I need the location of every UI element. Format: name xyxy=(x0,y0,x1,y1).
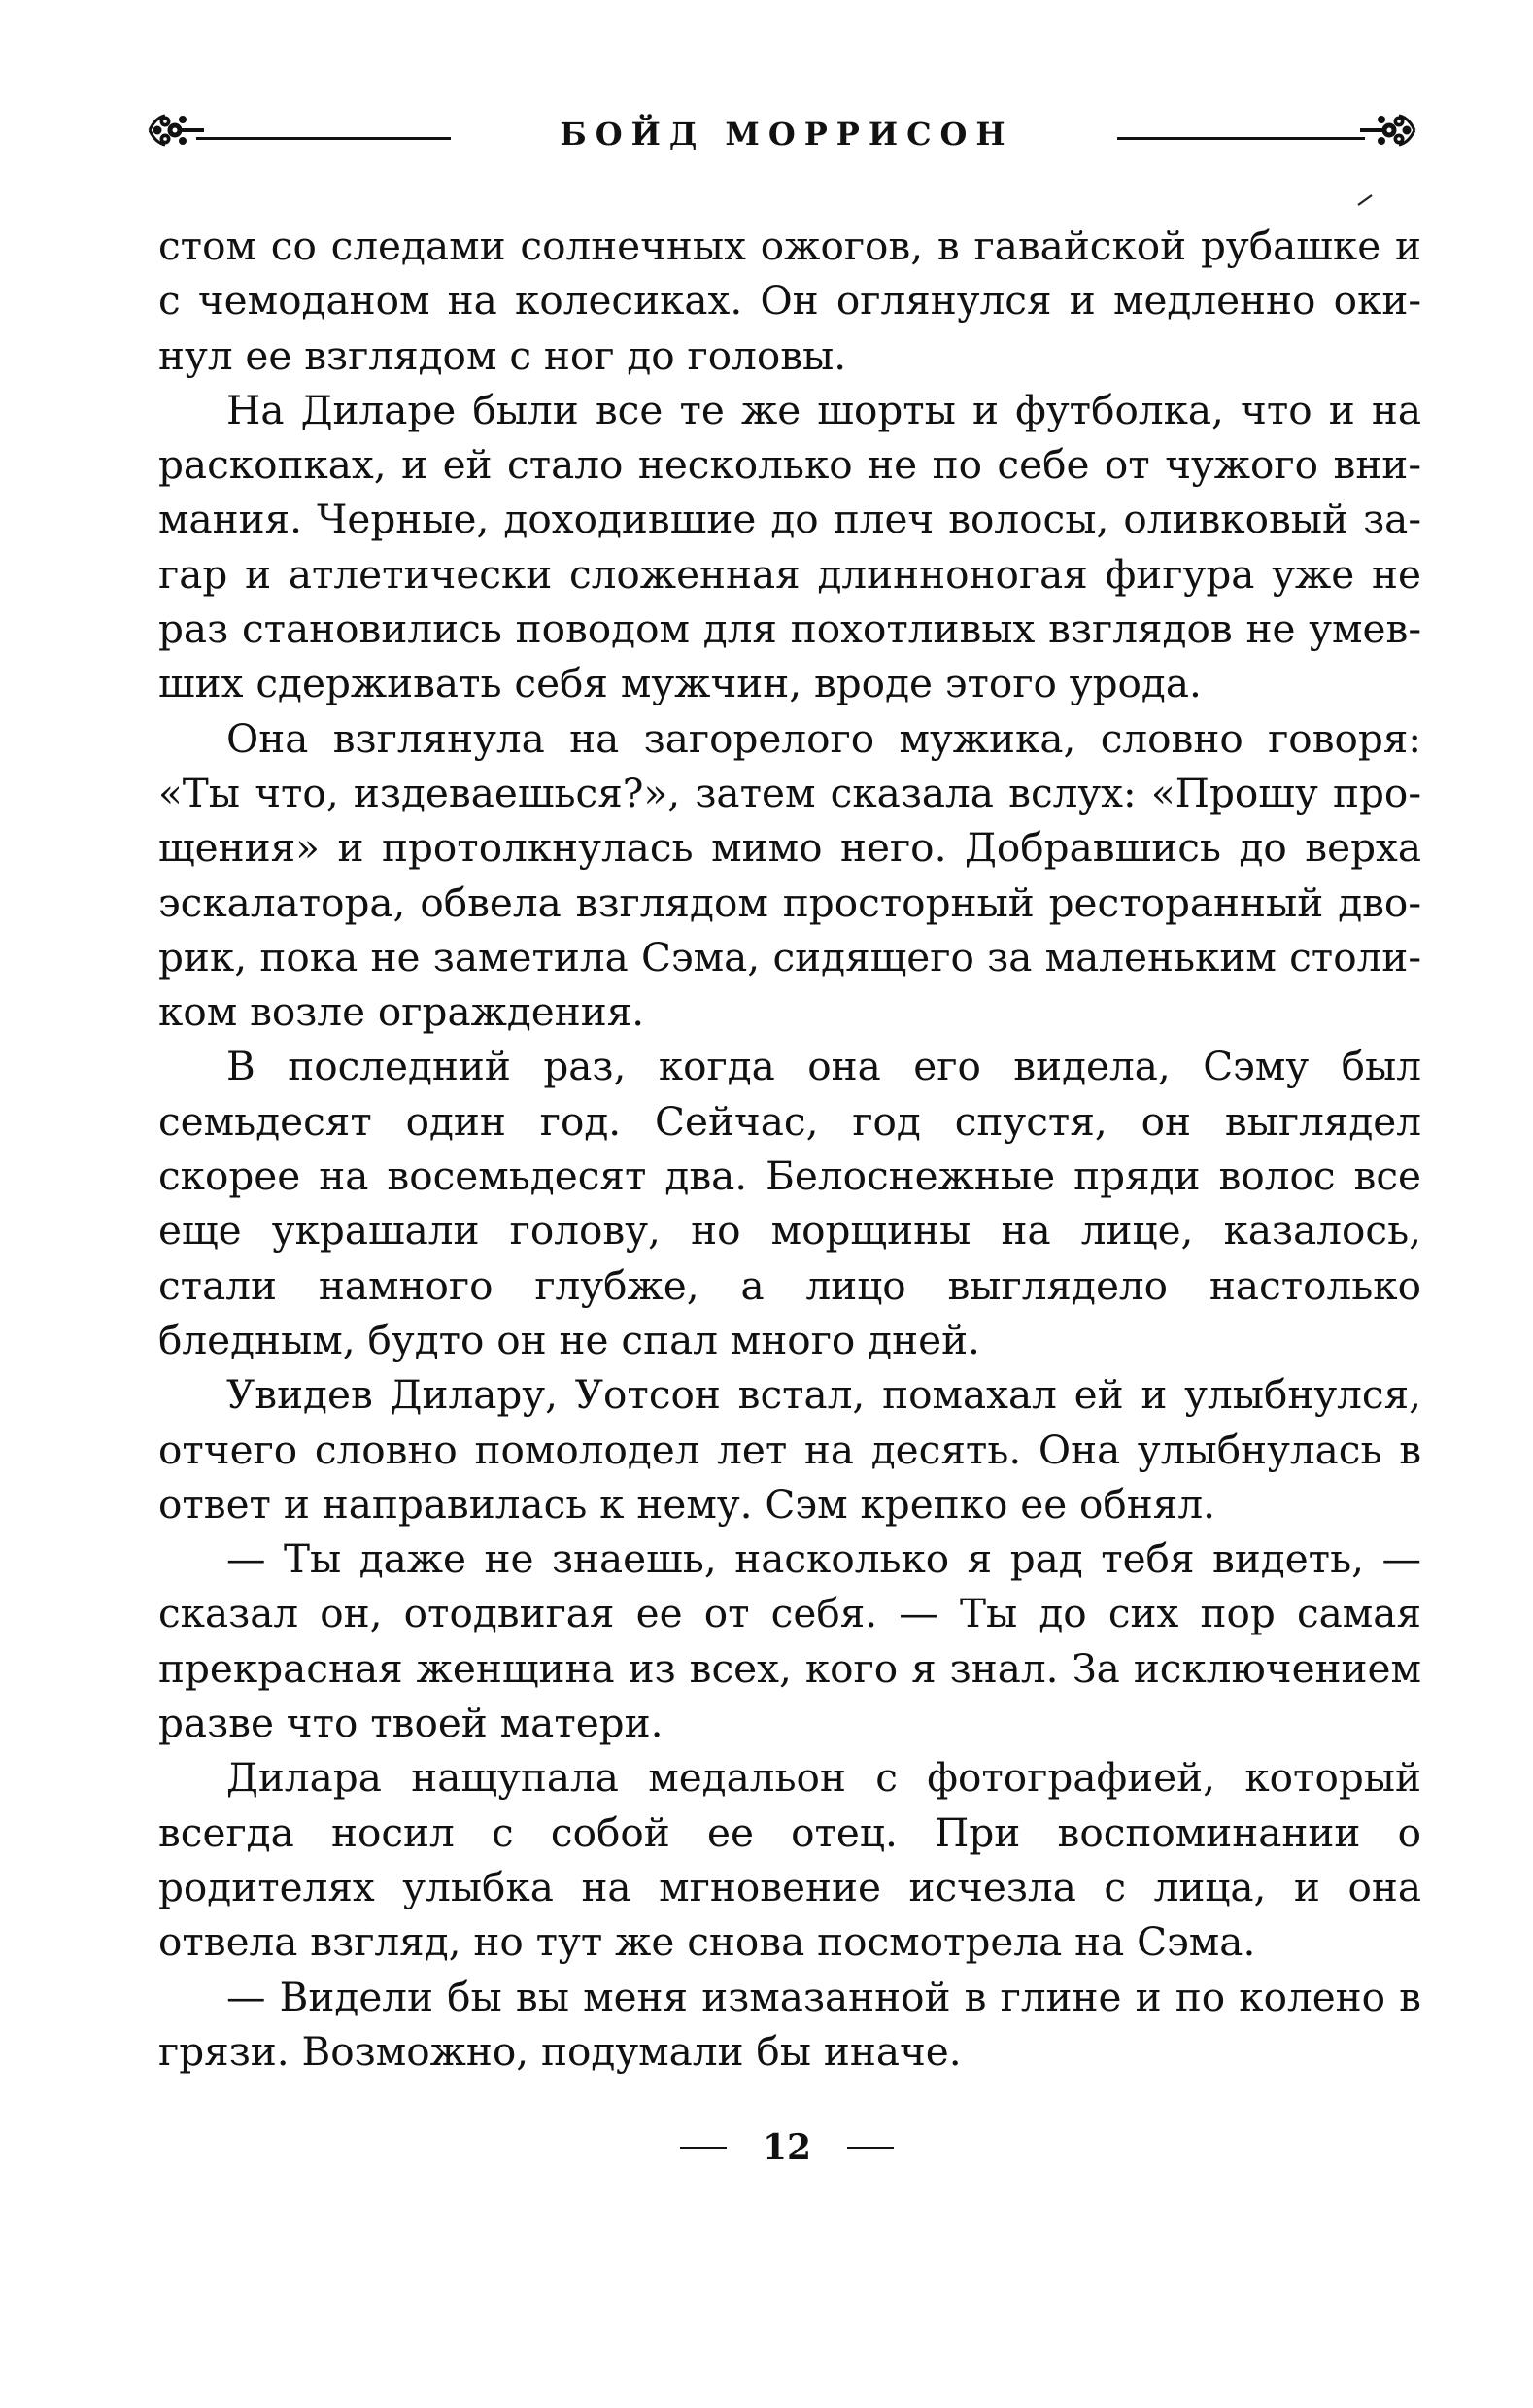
stray-mark-icon xyxy=(1356,193,1374,207)
header-rule-left xyxy=(196,137,451,140)
page-number: 12 xyxy=(762,2127,812,2168)
body-text xyxy=(158,219,1421,2079)
folio-rule-left xyxy=(680,2147,727,2149)
paragraph: На Диларе были все те же шорты и футболка, что и на раскопках, и ей стало несколько не по себе от чужого внимания. Черные, доходившие до плеч волосы, оливковый загар и атлетически сложенная длинноногая фигура уже не раз становились поводом для похотливых взглядов не умевших сдерживать себя мужчин, вроде этого урода. xyxy=(158,386,1421,707)
page-folio xyxy=(670,2118,903,2177)
paragraph: Увидев Дилару, Уотсон встал, помахал ей и улыбнулся, отчего словно помолодел лет на десять. Она улыбнулась в ответ и направилась к нему. Сэм крепко ее обнял. xyxy=(158,1371,1421,1528)
running-header xyxy=(146,102,1418,170)
paragraph: — Ты даже не знаешь, насколько я рад тебя видеть, — сказал он, отодвигая ее от себя. — Ты до сих пор самая прекрасная женщина из всех, кого я знал. За исключением разве что твоей матери. xyxy=(158,1535,1421,1747)
paragraph: Дилара нащупала медальон с фотографией, который всегда носил с собой ее отец. При воспоминании о родителях улыбка на мгновение исчезла с лица, и она отвела взгляд, но тут же снова посмотрела на Сэма. xyxy=(158,1754,1421,1966)
paragraph: стом со следами солнечных ожогов, в гавайской рубашке и с чемоданом на колесиках. Он оглянулся и медленно окинул ее взглядом с ног до головы. xyxy=(158,223,1421,379)
paragraph: Она взглянула на загорелого мужика, словно говоря: «Ты что, издеваешься?», затем сказала вслух: «Прошу прощения» и протолкнулась мимо него. Добравшись до верха эскалатора, обвела взглядом просторный ресторанный дворик, пока не заметила Сэма, сидящего за маленьким столиком возле ограждения. xyxy=(158,714,1421,1036)
paragraph: — Видели бы вы меня измазанной в глине и по колено в грязи. Возможно, подумали бы иначе. xyxy=(158,1973,1421,2075)
header-rule-right xyxy=(1117,137,1365,140)
folio-rule-right xyxy=(847,2147,894,2149)
running-header-title: БОЙД МОРРИСОН xyxy=(560,116,1014,153)
floral-ornament-icon xyxy=(1360,108,1418,153)
paragraph: В последний раз, когда она его видела, Сэму был семьдесят один год. Сейчас, год спустя, он выглядел скорее на восемьдесят два. Белоснежные пряди волос все еще украшали голову, но морщины на лице, казалось, стали намного глубже, а лицо выглядело настолько бледным, будто он не спал много дней. xyxy=(158,1043,1421,1363)
floral-ornament-icon xyxy=(146,108,204,153)
